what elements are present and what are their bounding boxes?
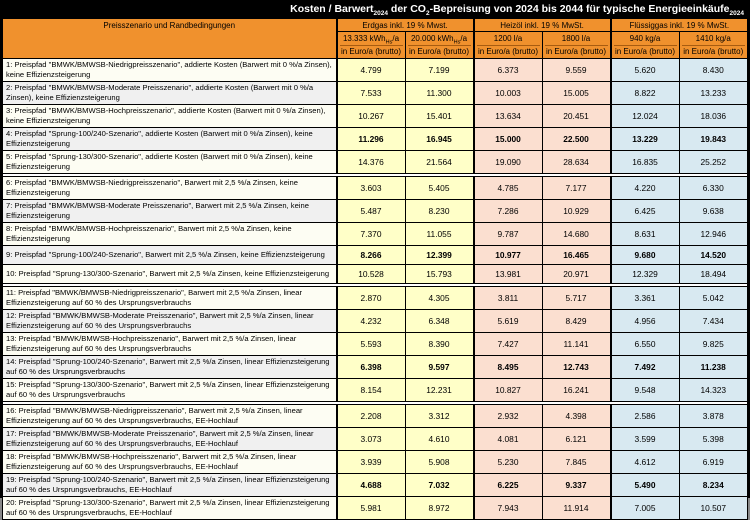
scenario-label: 11: Preispfad "BMWK/BMWSB-Niedrigpreisszenario", Barwert mit 2,5 %/a Zinsen, linear Effizienzsteigerung auf 60 % des Ursprungsverbrauchs: [3, 287, 337, 310]
cost-value: 15.005: [542, 82, 611, 105]
cost-value: 3.878: [679, 405, 748, 428]
cost-value: 10.827: [474, 379, 543, 402]
column-group-heizoel: Heizöl inkl. 19 % MwSt.: [474, 19, 611, 32]
cost-value: 8.266: [337, 246, 406, 265]
cost-value: 2.208: [337, 405, 406, 428]
cost-value: 5.593: [337, 333, 406, 356]
cost-value: 19.090: [474, 151, 543, 174]
quantity-label: 20.000 kWh$_{Hs}$/a: [410, 34, 468, 46]
cost-value: 5.405: [405, 177, 474, 200]
scenario-label: 13: Preispfad "BMWK/BMWSB-Hochpreisszenario", Barwert mit 2,5 %/a Zinsen, linear Effizienzsteigerung auf 60 % des Ursprungsverbrauchs: [3, 333, 337, 356]
cost-value: 7.845: [542, 451, 611, 474]
table-row: [3, 451, 748, 474]
cost-value: 11.055: [405, 223, 474, 246]
cost-value: 7.177: [542, 177, 611, 200]
table-row: [3, 151, 748, 174]
cost-value: 11.238: [679, 356, 748, 379]
cost-value: 14.376: [337, 151, 406, 174]
cost-value: 10.977: [474, 246, 543, 265]
cost-value: 2.870: [337, 287, 406, 310]
title-subscript-2024: 2024: [729, 10, 744, 18]
cost-value: 21.564: [405, 151, 474, 174]
table-row: [3, 405, 748, 428]
scenario-label: 7: Preispfad "BMWK/BMWSB-Moderate Preisszenario", Barwert mit 2,5 %/a Zinsen, keine Effizienzsteigerung: [3, 200, 337, 223]
cost-value: 16.835: [611, 151, 680, 174]
cost-value: 8.495: [474, 356, 543, 379]
cost-value: 7.943: [474, 497, 543, 520]
scenario-label: 18: Preispfad "BMWK/BMWSB-Hochpreisszenario", Barwert mit 2,5 %/a Zinsen, linear Effizienzsteigerung auf 60 % des Ursprungsverbrauchs, EE-Hochlauf: [3, 451, 337, 474]
cost-value: 7.434: [679, 310, 748, 333]
quantity-label: 1410 kg/a: [695, 34, 731, 43]
cost-value: 7.032: [405, 474, 474, 497]
cost-value: 4.956: [611, 310, 680, 333]
cost-value: 19.843: [679, 128, 748, 151]
cost-value: 12.399: [405, 246, 474, 265]
cost-value: 25.252: [679, 151, 748, 174]
title-text: -Bepreisung von 2024 bis 2044 für typische Energieeinkäufe: [429, 3, 730, 15]
cost-value: 4.612: [611, 451, 680, 474]
cost-value: 10.003: [474, 82, 543, 105]
cost-value: 13.634: [474, 105, 543, 128]
cost-value: 8.822: [611, 82, 680, 105]
cost-value: 4.232: [337, 310, 406, 333]
scenario-label: 3: Preispfad "BMWK/BMWSB-Hochpreisszenario", addierte Kosten (Barwert mit 0 %/a Zinsen), keine Effizienzsteigerung: [3, 105, 337, 128]
cost-value: 5.619: [474, 310, 543, 333]
cost-value: 10.267: [337, 105, 406, 128]
cost-value: 14.680: [542, 223, 611, 246]
cost-value: 5.487: [337, 200, 406, 223]
cost-value: 9.680: [611, 246, 680, 265]
cost-value: 10.507: [679, 497, 748, 520]
column-group-erdgas: Erdgas inkl. 19 % Mwst.: [337, 19, 474, 32]
cost-value: 9.559: [542, 59, 611, 82]
cost-value: 6.373: [474, 59, 543, 82]
cost-value: 16.465: [542, 246, 611, 265]
column-header-scenario: Preisszenario und Randbedingungen: [3, 19, 337, 59]
cost-value: 6.225: [474, 474, 543, 497]
cost-value: 12.024: [611, 105, 680, 128]
scenario-label: 14: Preispfad "Sprung-100/240-Szenario", Barwert mit 2,5 %/a Zinsen, linear Effizienzsteigerung auf 60 % des Ursprungsverbrauchs: [3, 356, 337, 379]
cost-value: 18.036: [679, 105, 748, 128]
cost-value: 3.603: [337, 177, 406, 200]
cost-value: 13.981: [474, 265, 543, 284]
cost-value: 13.233: [679, 82, 748, 105]
cost-value: 5.620: [611, 59, 680, 82]
cost-value: 4.398: [542, 405, 611, 428]
column-header-heizoel-1800: [542, 32, 611, 59]
cost-value: 9.825: [679, 333, 748, 356]
cost-value: 8.631: [611, 223, 680, 246]
scenario-label: 17: Preispfad "BMWK/BMWSB-Moderate Preisszenario", Barwert mit 2,5 %/a Zinsen, linear Effizienzsteigerung auf 60 % des Ursprungsverbrauchs, EE-Hochlauf: [3, 428, 337, 451]
unit-label: in Euro/a (brutto): [683, 47, 744, 56]
cost-value: 12.743: [542, 356, 611, 379]
quantity-label: 1800 l/a: [561, 34, 591, 43]
cost-value: 8.154: [337, 379, 406, 402]
scenario-label: 6: Preispfad "BMWK/BMWSB-Niedrigpreisszenario", Barwert mit 2,5 %/a Zinsen, keine Effizienzsteigerung: [3, 177, 337, 200]
cost-value: 4.799: [337, 59, 406, 82]
cost-value: 10.528: [337, 265, 406, 284]
quantity-label: 13.333 kWh$_{Hs}$/a: [342, 34, 400, 46]
cost-value: 5.042: [679, 287, 748, 310]
quantity-label: 940 kg/a: [629, 34, 661, 43]
cost-value: 8.234: [679, 474, 748, 497]
cost-value: 11.914: [542, 497, 611, 520]
cost-value: 9.597: [405, 356, 474, 379]
cost-value: 3.599: [611, 428, 680, 451]
table-row: [3, 287, 748, 310]
table-row: [3, 356, 748, 379]
cost-value: 7.286: [474, 200, 543, 223]
cost-value: 9.548: [611, 379, 680, 402]
cost-value: 2.932: [474, 405, 543, 428]
cost-value: 12.231: [405, 379, 474, 402]
cost-value: 3.811: [474, 287, 543, 310]
unit-label: in Euro/a (brutto): [477, 47, 539, 56]
cost-value: 11.300: [405, 82, 474, 105]
cost-value: 3.073: [337, 428, 406, 451]
cost-value: 10.929: [542, 200, 611, 223]
cost-value: 5.981: [337, 497, 406, 520]
unit-label: in Euro/a (brutto): [340, 47, 402, 56]
cost-table: [2, 18, 748, 520]
cost-value: 7.199: [405, 59, 474, 82]
scenario-label: 10: Preispfad "Sprung-130/300-Szenario", Barwert mit 2,5 %/a Zinsen, keine Effizienzsteigerung: [3, 265, 337, 284]
cost-value: 6.919: [679, 451, 748, 474]
scenario-label: 4: Preispfad "Sprung-100/240-Szenario", addierte Kosten (Barwert mit 0 %/a Zinsen), keine Effizienzsteigerung: [3, 128, 337, 151]
scenario-label: 1: Preispfad "BMWK/BMWSB-Niedrigpreisszenario", addierte Kosten (Barwert mit 0 %/a Zinsen), keine Effizienzsteigerung: [3, 59, 337, 82]
column-header-heizoel-1200: [474, 32, 543, 59]
cost-value: 4.785: [474, 177, 543, 200]
table-row: [3, 128, 748, 151]
cost-value: 4.220: [611, 177, 680, 200]
cost-value: 5.398: [679, 428, 748, 451]
unit-label: in Euro/a (brutto): [408, 47, 470, 56]
column-header-fluessiggas-1410: [679, 32, 748, 59]
cost-value: 3.939: [337, 451, 406, 474]
cost-value: 5.908: [405, 451, 474, 474]
co2-subscript: 2: [425, 10, 430, 18]
table-title: [2, 2, 748, 18]
cost-value: 5.717: [542, 287, 611, 310]
table-row: [3, 497, 748, 520]
cost-value: 18.494: [679, 265, 748, 284]
column-header-fluessiggas-940: [611, 32, 680, 59]
cost-value: 6.398: [337, 356, 406, 379]
cost-value: 7.005: [611, 497, 680, 520]
cost-value: 9.337: [542, 474, 611, 497]
table-row: [3, 333, 748, 356]
cost-value: 4.610: [405, 428, 474, 451]
scenario-label: 5: Preispfad "Sprung-130/300-Szenario", addierte Kosten (Barwert mit 0 %/a Zinsen), keine Effizienzsteigerung: [3, 151, 337, 174]
cost-value: 20.451: [542, 105, 611, 128]
table-row: [3, 310, 748, 333]
cost-value: 7.533: [337, 82, 406, 105]
cost-value: 12.946: [679, 223, 748, 246]
table-row: [3, 200, 748, 223]
cost-value: 15.793: [405, 265, 474, 284]
table-row: [3, 223, 748, 246]
unit-label: in Euro/a (brutto): [545, 47, 607, 56]
table-row: [3, 82, 748, 105]
cost-value: 7.492: [611, 356, 680, 379]
cost-value: 2.586: [611, 405, 680, 428]
table-row: [3, 59, 748, 82]
unit-label: in Euro/a (brutto): [614, 47, 676, 56]
column-group-fluessiggas: Flüssiggas inkl. 19 % MwSt.: [611, 19, 748, 32]
cost-value: 15.000: [474, 128, 543, 151]
scenario-label: 9: Preispfad "Sprung-100/240-Szenario", Barwert mit 2,5 %/a Zinsen, keine Effizienzsteigerung: [3, 246, 337, 265]
quantity-label: 1200 l/a: [493, 34, 523, 43]
cost-value: 4.305: [405, 287, 474, 310]
cost-value: 4.081: [474, 428, 543, 451]
column-header-erdgas-13333: [337, 32, 406, 59]
table-row: [3, 428, 748, 451]
cost-value: 22.500: [542, 128, 611, 151]
table-row: [3, 246, 748, 265]
cost-value: 8.390: [405, 333, 474, 356]
title-text: der CO: [388, 3, 426, 15]
table-row: [3, 474, 748, 497]
scenario-label: 2: Preispfad "BMWK/BMWSB-Moderate Preisszenario", addierte Kosten (Barwert mit 0 %/a Zinsen), keine Effizienzsteigerung: [3, 82, 337, 105]
scenario-label: 19: Preispfad "Sprung-100/240-Szenario", Barwert mit 2,5 %/a Zinsen, linear Effizienzsteigerung auf 60 % des Ursprungsverbrauchs, EE-Hochlauf: [3, 474, 337, 497]
title-subscript-2024: 2024: [373, 10, 389, 18]
cost-value: 13.229: [611, 128, 680, 151]
table-row: [3, 177, 748, 200]
scenario-label: 15: Preispfad "Sprung-130/300-Szenario", Barwert mit 2,5 %/a Zinsen, linear Effizienzsteigerung auf 60 % des Ursprungsverbrauchs: [3, 379, 337, 402]
cost-value: 4.688: [337, 474, 406, 497]
table-row: [3, 265, 748, 284]
cost-value: 16.241: [542, 379, 611, 402]
cost-value: 6.348: [405, 310, 474, 333]
cost-value: 9.638: [679, 200, 748, 223]
cost-value: 8.429: [542, 310, 611, 333]
cost-value: 11.296: [337, 128, 406, 151]
cost-value: 6.121: [542, 428, 611, 451]
scenario-label: 16: Preispfad "BMWK/BMWSB-Niedrigpreisszenario", Barwert mit 2,5 %/a Zinsen, linear Effizienzsteigerung auf 60 % des Ursprungsverbrauchs, EE-Hochlauf: [3, 405, 337, 428]
table-row: [3, 105, 748, 128]
cost-value: 8.972: [405, 497, 474, 520]
cost-value: 8.430: [679, 59, 748, 82]
cost-value: 14.520: [679, 246, 748, 265]
cost-value: 16.945: [405, 128, 474, 151]
cost-value: 6.550: [611, 333, 680, 356]
cost-value: 15.401: [405, 105, 474, 128]
cost-value: 3.361: [611, 287, 680, 310]
cost-value: 3.312: [405, 405, 474, 428]
scenario-label: 8: Preispfad "BMWK/BMWSB-Hochpreisszenario", Barwert mit 2,5 %/a Zinsen, keine Effizienzsteigerung: [3, 223, 337, 246]
cost-value: 8.230: [405, 200, 474, 223]
scenario-label: 20: Preispfad "Sprung-130/300-Szenario", Barwert mit 2,5 %/a Zinsen, linear Effizienzsteigerung auf 60 % des Ursprungsverbrauchs, EE-Hochlauf: [3, 497, 337, 520]
cost-value: 20.971: [542, 265, 611, 284]
cost-value: 28.634: [542, 151, 611, 174]
table-row: [3, 379, 748, 402]
cost-value: 6.425: [611, 200, 680, 223]
cost-value: 7.427: [474, 333, 543, 356]
cost-value: 9.787: [474, 223, 543, 246]
cost-value: 7.370: [337, 223, 406, 246]
cost-value: 5.490: [611, 474, 680, 497]
cost-value: 14.323: [679, 379, 748, 402]
column-header-erdgas-20000: [405, 32, 474, 59]
cost-value: 5.230: [474, 451, 543, 474]
title-text: Kosten / Barwert: [290, 3, 374, 15]
cost-value: 11.141: [542, 333, 611, 356]
cost-value: 12.329: [611, 265, 680, 284]
scenario-label: 12: Preispfad "BMWK/BMWSB-Moderate Preisszenario", Barwert mit 2,5 %/a Zinsen, linear Effizienzsteigerung auf 60 % des Ursprungsverbrauchs: [3, 310, 337, 333]
cost-value: 6.330: [679, 177, 748, 200]
